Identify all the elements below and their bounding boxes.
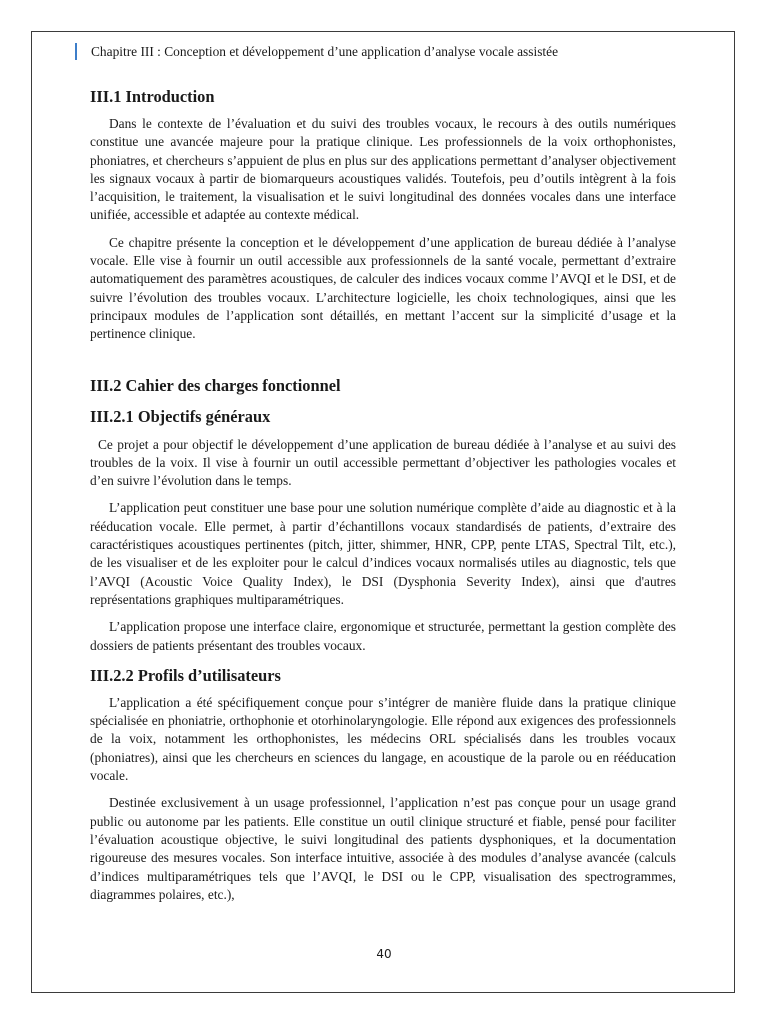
- running-header: Chapitre III : Conception et développement d’une application d’analyse vocale assistée: [75, 43, 558, 60]
- paragraph: L’application peut constituer une base pour une solution numérique complète d’aide au diagnostic et à la rééducation vocale. Elle permet, à partir d’échantillons vocaux standardisés de patients, d’extraire des caractéristiques acoustiques pertinentes (pitch, jitter, shimmer, HNR, CPP, pente LTAS, Spectral Tilt, etc.), de les visualiser et de les exploiter pour le calcul d’indices vocaux normalisés utiles au diagnostic, tels que l’AVQI (Acoustic Voice Quality Index), le DSI (Dysphonia Severity Index), ainsi que d'autres représentations graphiques multiparamétriques.: [90, 500, 676, 607]
- paragraph: L’application propose une interface claire, ergonomique et structurée, permettant la gestion complète des dossiers de patients présentant des troubles vocaux.: [90, 619, 676, 653]
- section-heading-cahier-des-charges: III.2 Cahier des charges fonctionnel: [90, 375, 341, 395]
- subsection-heading-objectifs: III.2.1 Objectifs généraux: [90, 406, 271, 426]
- paragraph: Ce projet a pour objectif le développement d’une application de bureau dédiée à l’analyse et au suivi des troubles de la voix. Il vise à fournir un outil accessible permettant d’objectiver les pathologies vocales et d’en suivre l’évolution dans le temps.: [90, 436, 676, 489]
- document-body: [90, 86, 676, 904]
- paragraph: Destinée exclusivement à un usage professionnel, l’application n’est pas conçue pour un usage grand public ou autonome par les patients. Elle constitue un outil clinique structuré et fiable, pensé pour faciliter l’évaluation acoustique objective, le suivi longitudinal des patients dysphoniques, et la documentation rigoureuse des mesures vocales. Son interface intuitive, associée à des modules d’analyse avancée (calculs d’indices multiparamétriques tels que l’AVQI, le DSI ou le CPP, visualisation des spectrogrammes, diagrammes polaires, etc.),: [90, 795, 676, 902]
- paragraph: L’application a été spécifiquement conçue pour s’intégrer de manière fluide dans la pratique clinique spécialisée en phoniatrie, orthophonie et otorhinolaryngologie. Elle répond aux exigences des professionnels de la voix, notamment les orthophonistes, les médecins ORL spécialisés dans les troubles vocaux (phoniatres), ainsi que les chercheurs en sciences du langage, en acoustique de la parole ou en rééducation vocale.: [90, 694, 676, 784]
- paragraph: Ce chapitre présente la conception et le développement d’une application de bureau dédiée à l’analyse vocale. Elle vise à fournir un outil accessible aux professionnels de la santé vocale, permettant d’extraire automatiquement des paramètres acoustiques, de calculer des indices vocaux comme l’AVQI et le DSI, et de suivre l’évolution des troubles vocaux. L’architecture logicielle, les choix technologiques, ainsi que les principaux modules de l’application sont détaillés, en mettant l’accent sur la simplicité d’usage et la pertinence clinique.: [90, 234, 676, 342]
- page-number: 40: [376, 947, 392, 961]
- section-heading-introduction: III.1 Introduction: [90, 87, 215, 106]
- subsection-heading-profils: III.2.2 Profils d’utilisateurs: [90, 665, 281, 685]
- paragraph: Dans le contexte de l’évaluation et du suivi des troubles vocaux, le recours à des outils numériques constitue une avancée majeure pour la pratique clinique. Les professionnels de la voix orthophonistes, phoniatres, et chercheurs s’appuient de plus en plus sur des applications permettant d’analyser objectivement les signaux vocaux à partir de biomarqueurs acoustiques validés. Toutefois, peu d’outils intègrent à la fois l’acquisition, le traitement, la visualisation et le suivi longitudinal des données vocales dans une interface unifiée, accessible et adaptée au contexte médical.: [90, 116, 676, 223]
